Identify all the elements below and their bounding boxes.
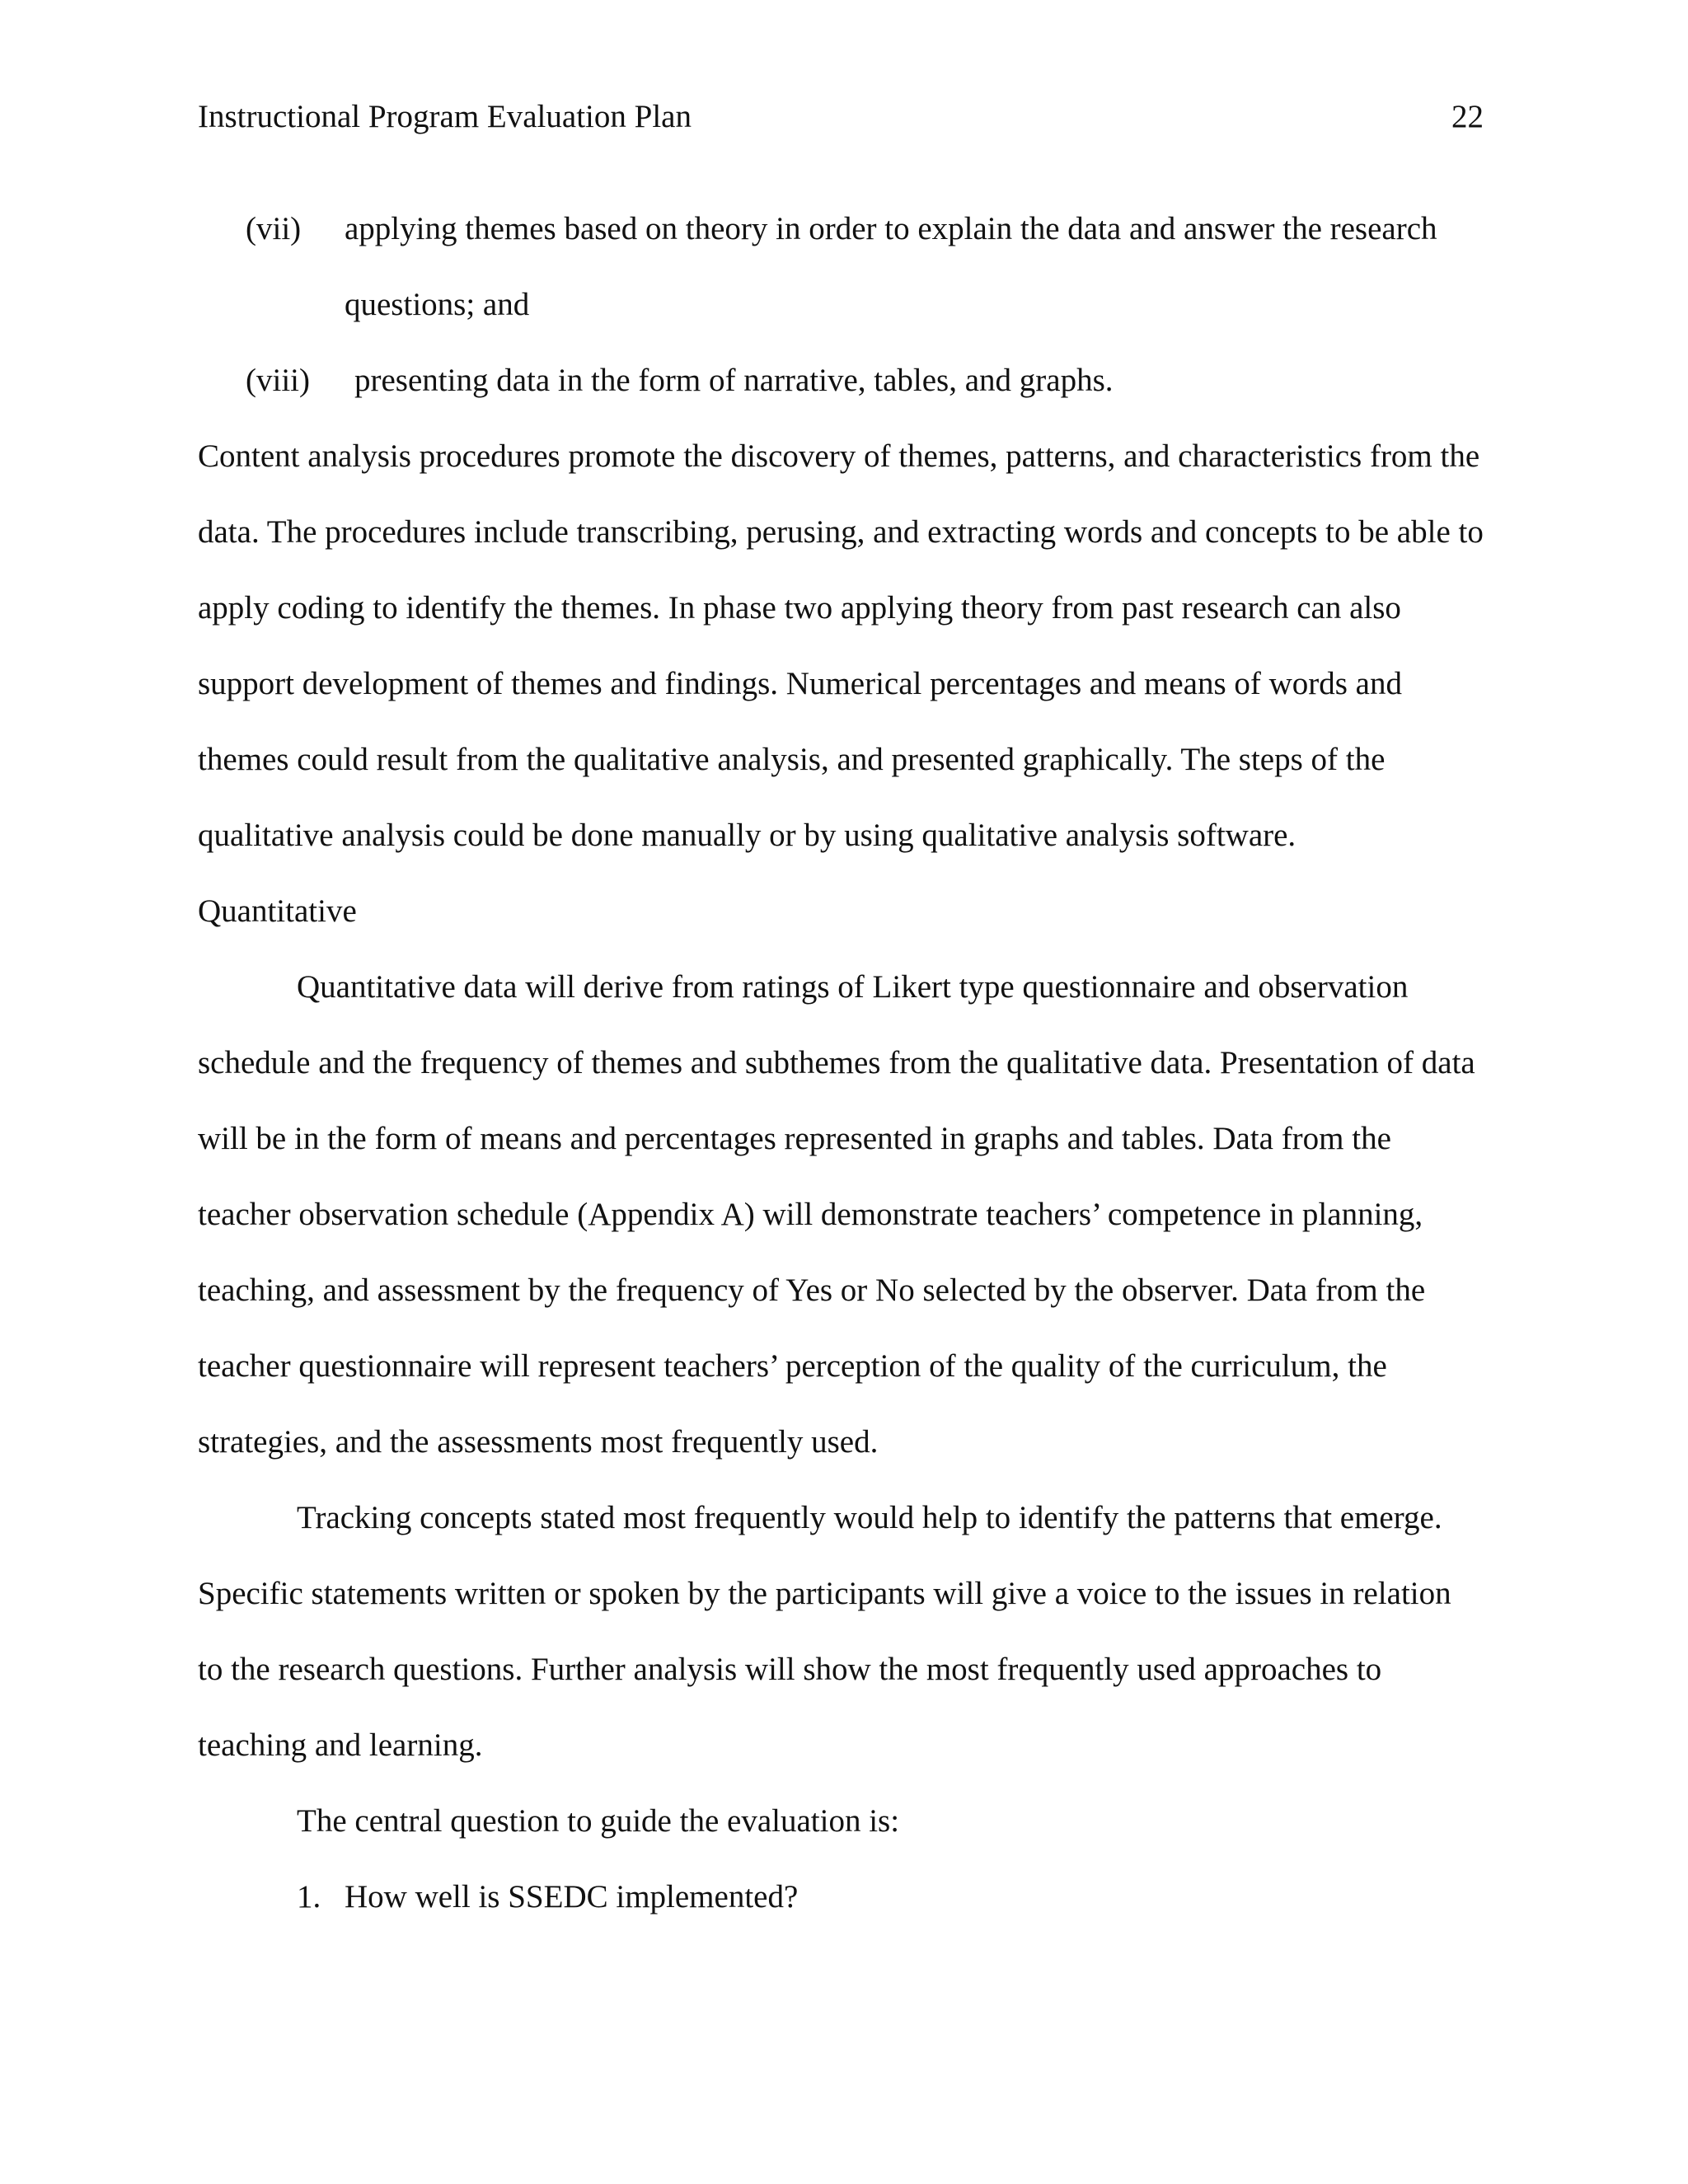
question-text: How well is SSEDC implemented?	[345, 1879, 799, 1915]
paragraph-central-question: The central question to guide the evaluation is:	[297, 1803, 900, 1839]
list-text: presenting data in the form of narrative, tables, and graphs.	[354, 363, 1114, 398]
document-body	[198, 191, 1484, 1935]
paragraph-quantitative-data: Quantitative data will derive from ratings of Likert type questionnaire and observation schedule and the frequency of themes and subthemes from the qualitative data. Presentation of data will be in the form of means and percentages represented in graphs and tables. Data from the teacher observation schedule (Appendix A) will demonstrate teachers’ competence in planning, teaching, and assessment by the frequency of Yes or No selected by the observer. Data from the teacher questionnaire will represent teachers’ perception of the quality of the curriculum, the strategies, and the assessments most frequently used.	[198, 969, 1475, 1460]
list-label: (vii)	[246, 211, 302, 246]
question-number: 1.	[297, 1879, 321, 1915]
section-heading-quantitative: Quantitative	[198, 893, 357, 929]
paragraph-tracking-concepts: Tracking concepts stated most frequently would help to identify the patterns that emerge. Specific statements written or spoken by the participants will give a voice to the issues in relation to the research questions. Further analysis will show the most frequently used approaches to teaching and learning.	[198, 1500, 1451, 1763]
paragraph-content-analysis: Content analysis procedures promote the discovery of themes, patterns, and characteristics from the data. The procedures include transcribing, perusing, and extracting words and concepts to be able to apply coding to identify the themes. In phase two applying theory from past research can also support development of themes and findings. Numerical percentages and means of words and themes could result from the qualitative analysis, and presented graphically. The steps of the qualitative analysis could be done manually or by using qualitative analysis software.	[198, 438, 1484, 853]
page-number: 22	[1451, 99, 1484, 134]
list-label: (viii)	[246, 363, 310, 398]
list-item-vii	[198, 191, 1484, 343]
list-text: applying themes based on theory in order to explain the data and answer the research questions; and	[345, 211, 1437, 322]
header-title: Instructional Program Evaluation Plan	[198, 99, 692, 134]
list-item-viii	[198, 343, 1484, 419]
numbered-question-1	[198, 1859, 1484, 1935]
